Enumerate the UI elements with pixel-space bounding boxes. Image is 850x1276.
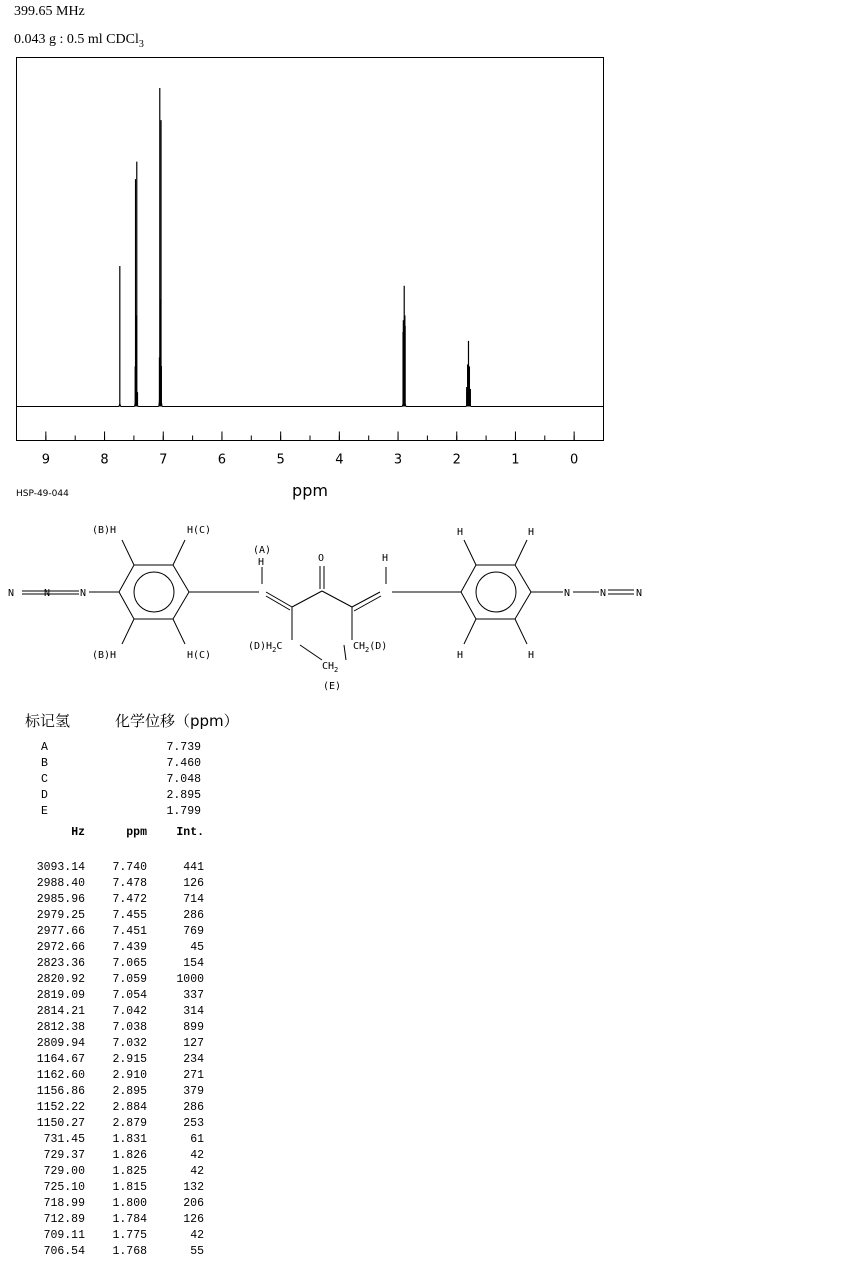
header-int: Int. [176,826,204,839]
peak-row [28,1196,204,1212]
atom-n-right-1: N [564,588,571,599]
peak-hz: 2820.92 [36,973,85,986]
peak-int: 234 [183,1053,204,1066]
peak-ppm: 7.032 [112,1037,147,1050]
x-tick-label: 4 [335,452,344,468]
label-ch2-ch: CH [322,661,335,672]
peak-row [28,1052,204,1068]
peak-row [28,924,204,940]
sample-concentration-text: 0.043 g : 0.5 ml CDCl [14,32,139,47]
peak-ppm: 7.065 [112,957,147,970]
peak-int: 441 [183,861,204,874]
label-d-left-sub: 2 [272,646,277,654]
atom-n-left-2: N [44,588,51,599]
peak-ppm: 1.784 [112,1213,147,1226]
peak-int: 42 [190,1165,204,1178]
x-tick-label: 7 [159,452,168,468]
label-b-bottom: (B)H [92,650,117,661]
atom-o: O [318,553,325,564]
peak-int: 61 [190,1133,204,1146]
label-d-right-d: (D) [369,641,388,652]
label-h-vinyl-right: H [382,553,389,564]
peak-ppm: 1.768 [112,1245,147,1258]
peak-hz: 2823.36 [36,957,85,970]
peak-int: 42 [190,1229,204,1242]
assignment-row [34,804,201,820]
spectrum-code: HSP-49-044 [16,489,69,499]
label-d-right-ch: CH [353,641,366,652]
peak-row [28,972,204,988]
label-c-top: H(C) [187,525,212,536]
atom-n-left-3: N [80,588,87,599]
peak-ppm: 2.910 [112,1069,147,1082]
spectrometer-frequency: 399.65 MHz [14,4,85,19]
atom-n-right-2: N [600,588,607,599]
peak-hz: 2814.21 [36,1005,85,1018]
peak-ppm: 1.825 [112,1165,147,1178]
peak-hz: 1162.60 [36,1069,85,1082]
peak-ppm: 2.879 [112,1117,147,1130]
label-h-a: H [258,557,265,568]
peak-int: 379 [183,1085,204,1098]
peak-hz: 706.54 [43,1245,85,1258]
label-h-ring-right-3: H [457,650,464,661]
molecule-structure [0,512,850,692]
peak-int: 132 [183,1181,204,1194]
peak-hz: 2985.96 [36,893,85,906]
assignment-label: E [41,805,48,818]
peak-ppm: 7.059 [112,973,147,986]
assignment-col-shift: 化学位移（ppm） [115,712,239,730]
peak-int: 899 [183,1021,204,1034]
peak-int: 126 [183,1213,204,1226]
label-h-ring-right-4: H [528,650,535,661]
peak-hz: 2812.38 [36,1021,85,1034]
label-d-right-sub: 2 [365,646,370,654]
peak-ppm: 7.451 [112,925,147,938]
peak-ppm: 7.478 [112,877,147,890]
assignment-label: B [41,757,48,770]
plot-frame [17,58,604,441]
assignment-shift: 7.048 [166,773,201,786]
label-a: (A) [253,545,272,556]
assignment-row [34,756,201,772]
peak-ppm: 7.472 [112,893,147,906]
peak-row [28,1036,204,1052]
assignment-label: A [41,741,48,754]
peak-row [28,1068,204,1084]
x-tick-label: 8 [100,452,109,468]
peak-int: 55 [190,1245,204,1258]
spectrum-baseline [17,398,604,406]
label-h-ring-right-2: H [528,527,535,538]
peak-ppm: 2.895 [112,1085,147,1098]
peak-int: 337 [183,989,204,1002]
peak-row [28,956,204,972]
peak-row [28,1164,204,1180]
x-tick-label: 3 [393,452,403,468]
x-tick-label: 6 [217,452,227,468]
tick-labels [42,453,579,468]
peak-row [28,1116,204,1132]
assignment-row [34,740,201,756]
peak-hz: 1164.67 [36,1053,85,1066]
atom-n-left-1: N [8,588,15,599]
assignment-label: D [41,789,48,802]
peak-hz: 1156.86 [36,1085,85,1098]
header-hz: Hz [71,826,85,839]
x-tick-label: 5 [276,452,285,468]
atom-labels [8,525,642,692]
peak-ppm: 7.439 [112,941,147,954]
label-e: (E) [323,681,342,692]
label-d-left-c: C [276,641,283,652]
peak-row [28,1084,204,1100]
peak-int: 286 [183,909,204,922]
peak-table-header [28,826,204,839]
peak-ppm: 7.455 [112,909,147,922]
peak-hz: 2819.09 [36,989,85,1002]
peak-row [28,1212,204,1228]
sample-concentration [14,32,144,50]
assignment-shift: 1.799 [166,805,201,818]
peak-int: 714 [183,893,204,906]
peak-hz: 709.11 [43,1229,85,1242]
label-d-left-prefix: (D)H [248,641,273,652]
peak-int: 206 [183,1197,204,1210]
peak-hz: 725.10 [43,1181,85,1194]
peak-int: 286 [183,1101,204,1114]
label-d-right [353,641,387,654]
assignment-shift: 2.895 [166,789,201,802]
peak-hz: 729.37 [43,1149,85,1162]
sample-solvent-subscript: 3 [138,38,144,50]
peak-row [28,860,204,876]
x-tick-label: 9 [41,452,50,468]
peak-ppm: 2.884 [112,1101,147,1114]
peak-hz: 2972.66 [36,941,85,954]
peak-int: 127 [183,1037,204,1050]
peak-int: 42 [190,1149,204,1162]
peak-hz: 2809.94 [36,1037,85,1050]
peak-int: 154 [183,957,204,970]
peak-row [28,1148,204,1164]
peak-int: 271 [183,1069,204,1082]
peak-ppm: 2.915 [112,1053,147,1066]
peak-row [28,1132,204,1148]
peak-row [28,1004,204,1020]
x-tick-label: 0 [570,452,579,468]
peak-row [28,1100,204,1116]
label-ch2 [322,661,338,674]
assignment-shift: 7.460 [166,757,201,770]
assignment-label: C [41,773,48,786]
peak-hz: 1150.27 [36,1117,85,1130]
label-ch2-sub: 2 [334,666,339,674]
peak-int: 1000 [176,973,204,986]
peak-ppm: 7.054 [112,989,147,1002]
peak-row [28,908,204,924]
peak-hz: 2977.66 [36,925,85,938]
x-tick-label: 1 [511,452,520,468]
peak-hz: 1152.22 [36,1101,85,1114]
bond-lines [22,540,634,660]
peak-row [28,876,204,892]
peak-row [28,940,204,956]
minor-ticks [17,436,575,441]
x-axis-title: ppm [292,481,328,500]
assignment-col-label: 标记氢 [25,712,71,730]
peak-ppm: 7.740 [112,861,147,874]
peak-ppm: 7.038 [112,1021,147,1034]
label-c-bottom: H(C) [187,650,212,661]
label-d-left [248,641,282,654]
assignment-row [34,788,201,804]
peak-int: 769 [183,925,204,938]
peak-hz: 712.89 [43,1213,85,1226]
peak-int: 314 [183,1005,204,1018]
peak-int: 253 [183,1117,204,1130]
x-tick-label: 2 [452,452,461,468]
assignment-row [34,772,201,788]
header-ppm: ppm [126,826,147,839]
peak-hz: 718.99 [43,1197,85,1210]
atom-n-right-3: N [636,588,643,599]
peak-row [28,1020,204,1036]
label-b-top: (B)H [92,525,117,536]
peak-hz: 2988.40 [36,877,85,890]
spectrum-peaks [120,88,471,407]
peak-ppm: 1.775 [112,1229,147,1242]
peak-int: 126 [183,877,204,890]
assignment-header [25,710,239,731]
label-h-ring-right-1: H [457,527,464,538]
assignment-shift: 7.739 [166,741,201,754]
peak-hz: 729.00 [43,1165,85,1178]
peak-ppm: 1.815 [112,1181,147,1194]
peak-hz: 731.45 [43,1133,85,1146]
peak-int: 45 [190,941,204,954]
peak-row [28,1180,204,1196]
peak-hz: 2979.25 [36,909,85,922]
peak-hz: 3093.14 [36,861,85,874]
peak-ppm: 7.042 [112,1005,147,1018]
peak-row [28,1244,204,1260]
peak-row [28,988,204,1004]
assignment-table [34,740,201,820]
nmr-spectrum-chart [0,50,850,505]
peak-row [28,1228,204,1244]
peak-table [28,860,204,1260]
peak-ppm: 1.831 [112,1133,147,1146]
peak-ppm: 1.800 [112,1197,147,1210]
peak-row [28,892,204,908]
peak-ppm: 1.826 [112,1149,147,1162]
